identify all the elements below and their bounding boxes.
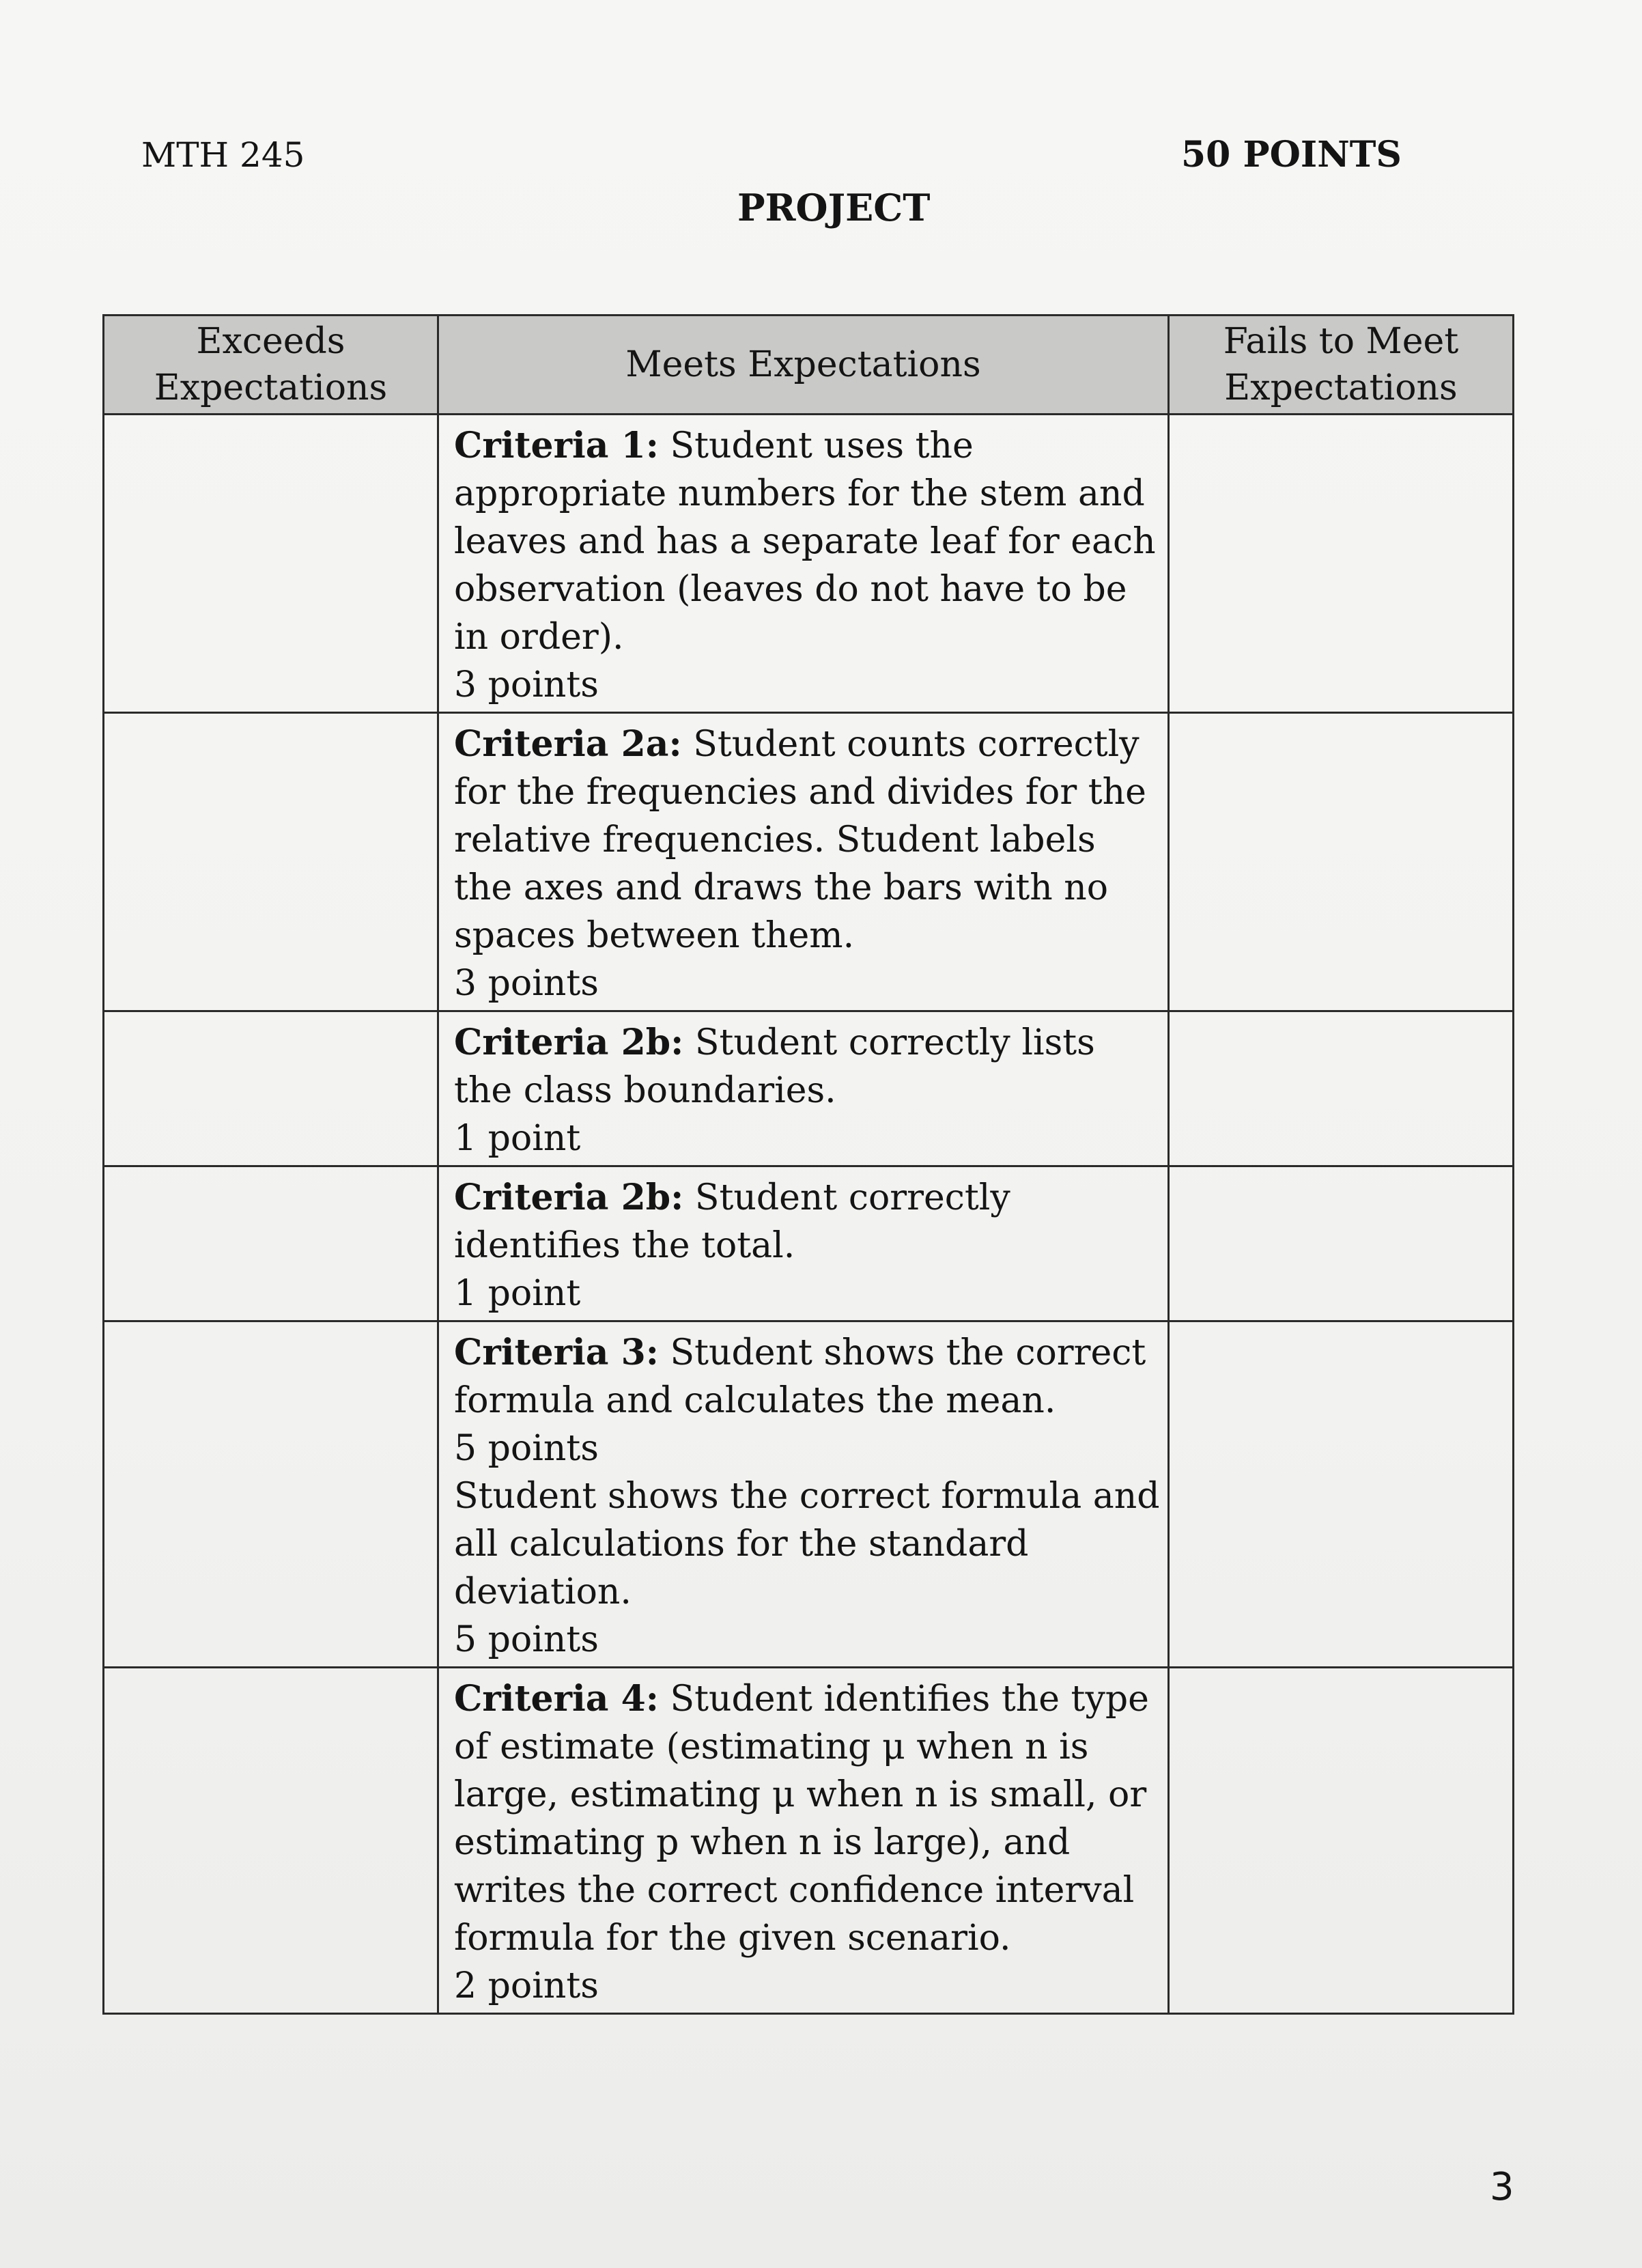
criteria-points: 2 points <box>454 1965 599 2006</box>
criteria-text: Student uses the appropriate numbers for the stem and leaves and has a separate leaf for each observation (leaves do not have to be in order). <box>454 425 1156 658</box>
exceeds-cell <box>104 713 438 1011</box>
fails-cell <box>1169 1011 1514 1166</box>
fails-cell <box>1169 713 1514 1011</box>
criteria-text: Student identifies the type of estimate (estimating μ when n is large, estimating μ when n is small, or estimating p when n is large), and writes the correct confidence interval formula for the given scenario. <box>454 1679 1149 1959</box>
rubric-header-row <box>104 316 1514 415</box>
exceeds-cell <box>104 1668 438 2014</box>
rubric-row <box>104 415 1514 713</box>
fails-cell <box>1169 415 1514 713</box>
rubric-row <box>104 1011 1514 1166</box>
exceeds-cell <box>104 1321 438 1668</box>
criteria-cell <box>438 1668 1169 2014</box>
rubric-row <box>104 1668 1514 2014</box>
criteria-extra-points: 5 points <box>454 1619 599 1660</box>
criteria-points: 3 points <box>454 664 599 705</box>
criteria-cell <box>438 1166 1169 1321</box>
fails-cell <box>1169 1166 1514 1321</box>
rubric-row <box>104 1321 1514 1668</box>
exceeds-cell <box>104 1011 438 1166</box>
exceeds-cell <box>104 1166 438 1321</box>
criteria-text: Student shows the correct formula and calculates the mean. <box>454 1332 1146 1421</box>
rubric-table <box>102 314 1514 2015</box>
criteria-cell <box>438 1011 1169 1166</box>
criteria-text: Student correctly identifies the total. <box>454 1177 1010 1266</box>
fails-cell <box>1169 1321 1514 1668</box>
criteria-text: Student correctly lists the class boundaries. <box>454 1022 1095 1111</box>
course-code: MTH 245 <box>141 135 305 175</box>
total-points: 50 POINTS <box>1181 134 1402 176</box>
criteria-cell <box>438 1321 1169 1668</box>
criteria-label: Criteria 3: <box>454 1332 659 1373</box>
criteria-text: Student counts correctly for the frequencies and divides for the relative frequencies. Student labels the axes and draws the bars with no spaces between them. <box>454 724 1146 956</box>
criteria-label: Criteria 1: <box>454 425 659 466</box>
criteria-points: 3 points <box>454 963 599 1004</box>
criteria-points: 5 points <box>454 1428 599 1469</box>
criteria-label: Criteria 2a: <box>454 723 682 765</box>
criteria-label: Criteria 4: <box>454 1678 659 1720</box>
criteria-label: Criteria 2b: <box>454 1022 684 1063</box>
criteria-label: Criteria 2b: <box>454 1177 684 1218</box>
criteria-points: 1 point <box>454 1273 581 1314</box>
column-header-fails: Fails to Meet Expectations <box>1169 316 1514 415</box>
criteria-cell <box>438 713 1169 1011</box>
rubric-row <box>104 1166 1514 1321</box>
column-header-meets: Meets Expectations <box>438 316 1169 415</box>
criteria-points: 1 point <box>454 1118 581 1159</box>
rubric-row <box>104 713 1514 1011</box>
document-title: PROJECT <box>737 186 931 229</box>
criteria-extra-text: Student shows the correct formula and all calculations for the standard deviation. <box>454 1476 1160 1612</box>
criteria-cell <box>438 415 1169 713</box>
fails-cell <box>1169 1668 1514 2014</box>
page-number: 3 <box>1490 2165 1514 2209</box>
column-header-exceeds: Exceeds Expectations <box>104 316 438 415</box>
exceeds-cell <box>104 415 438 713</box>
